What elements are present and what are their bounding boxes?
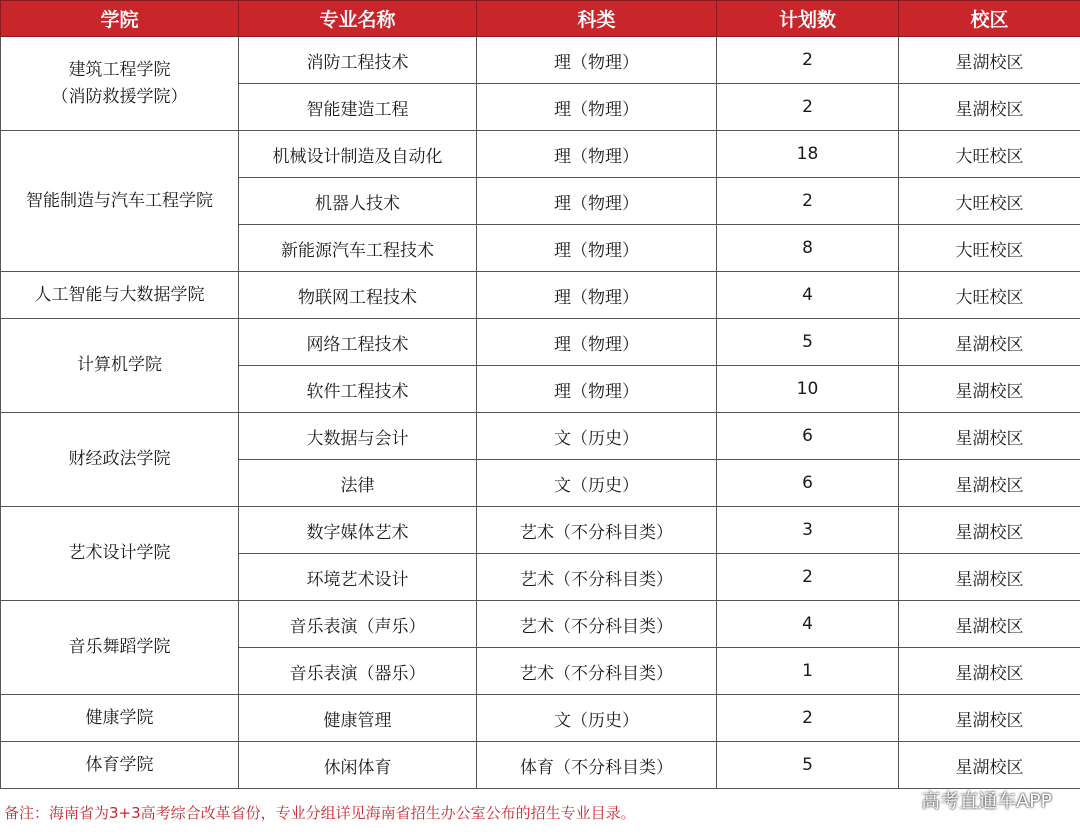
major-cell: 物联网工程技术: [239, 272, 477, 319]
campus-cell: 星湖校区: [899, 742, 1080, 789]
header-campus: 校区: [899, 1, 1080, 37]
campus-cell: 星湖校区: [899, 366, 1080, 413]
campus-cell: 星湖校区: [899, 460, 1080, 507]
header-plan: 计划数: [717, 1, 899, 37]
major-cell: 消防工程技术: [239, 37, 477, 84]
plan-count-cell: 2: [717, 178, 899, 225]
college-cell: 音乐舞蹈学院: [1, 601, 239, 695]
plan-count-cell: 6: [717, 413, 899, 460]
major-cell: 新能源汽车工程技术: [239, 225, 477, 272]
table-row: [1, 742, 1080, 789]
category-cell: 艺术（不分科目类）: [477, 507, 717, 554]
plan-count-cell: 2: [717, 84, 899, 131]
major-cell: 机械设计制造及自动化: [239, 131, 477, 178]
header-major: 专业名称: [239, 1, 477, 37]
major-cell: 网络工程技术: [239, 319, 477, 366]
campus-cell: 大旺校区: [899, 131, 1080, 178]
plan-count-cell: 2: [717, 37, 899, 84]
college-cell: 体育学院: [1, 742, 239, 789]
major-cell: 软件工程技术: [239, 366, 477, 413]
category-cell: 理（物理）: [477, 225, 717, 272]
major-cell: 大数据与会计: [239, 413, 477, 460]
campus-cell: 星湖校区: [899, 601, 1080, 648]
plan-count-cell: 2: [717, 554, 899, 601]
category-cell: 艺术（不分科目类）: [477, 648, 717, 695]
category-cell: 理（物理）: [477, 131, 717, 178]
category-cell: 艺术（不分科目类）: [477, 601, 717, 648]
table-row: [1, 131, 1080, 178]
major-cell: 音乐表演（声乐）: [239, 601, 477, 648]
category-cell: 艺术（不分科目类）: [477, 554, 717, 601]
campus-cell: 大旺校区: [899, 225, 1080, 272]
plan-count-cell: 1: [717, 648, 899, 695]
plan-count-cell: 4: [717, 601, 899, 648]
category-cell: 文（历史）: [477, 460, 717, 507]
plan-count-cell: 6: [717, 460, 899, 507]
plan-count-cell: 8: [717, 225, 899, 272]
header-category: 科类: [477, 1, 717, 37]
major-cell: 数字媒体艺术: [239, 507, 477, 554]
major-cell: 法律: [239, 460, 477, 507]
campus-cell: 大旺校区: [899, 178, 1080, 225]
table-body: [1, 37, 1080, 789]
campus-cell: 星湖校区: [899, 554, 1080, 601]
college-cell: 建筑工程学院 （消防救援学院）: [1, 37, 239, 131]
category-cell: 体育（不分科目类）: [477, 742, 717, 789]
category-cell: 理（物理）: [477, 84, 717, 131]
campus-cell: 星湖校区: [899, 507, 1080, 554]
category-cell: 理（物理）: [477, 319, 717, 366]
plan-count-cell: 4: [717, 272, 899, 319]
campus-cell: 大旺校区: [899, 272, 1080, 319]
major-cell: 休闲体育: [239, 742, 477, 789]
plan-count-cell: 10: [717, 366, 899, 413]
campus-cell: 星湖校区: [899, 648, 1080, 695]
campus-cell: 星湖校区: [899, 84, 1080, 131]
plan-count-cell: 2: [717, 695, 899, 742]
major-cell: 机器人技术: [239, 178, 477, 225]
plan-count-cell: 5: [717, 319, 899, 366]
plan-count-cell: 5: [717, 742, 899, 789]
plan-count-cell: 3: [717, 507, 899, 554]
watermark-text: 高考直通车APP: [921, 790, 1052, 812]
college-cell: 人工智能与大数据学院: [1, 272, 239, 319]
header-college: 学院: [1, 1, 239, 37]
college-cell: 计算机学院: [1, 319, 239, 413]
college-cell: 智能制造与汽车工程学院: [1, 131, 239, 272]
college-cell: 财经政法学院: [1, 413, 239, 507]
campus-cell: 星湖校区: [899, 37, 1080, 84]
major-cell: 健康管理: [239, 695, 477, 742]
category-cell: 理（物理）: [477, 37, 717, 84]
category-cell: 理（物理）: [477, 178, 717, 225]
table-row: [1, 37, 1080, 84]
table-row: [1, 272, 1080, 319]
plan-count-cell: 18: [717, 131, 899, 178]
category-cell: 理（物理）: [477, 272, 717, 319]
category-cell: 文（历史）: [477, 413, 717, 460]
major-cell: 环境艺术设计: [239, 554, 477, 601]
table-row: [1, 507, 1080, 554]
college-cell: 艺术设计学院: [1, 507, 239, 601]
major-cell: 音乐表演（器乐）: [239, 648, 477, 695]
table-row: [1, 601, 1080, 648]
college-cell: 健康学院: [1, 695, 239, 742]
campus-cell: 星湖校区: [899, 413, 1080, 460]
table-row: [1, 413, 1080, 460]
major-cell: 智能建造工程: [239, 84, 477, 131]
footnote: 备注：海南省为3+3高考综合改革省份，专业分组详见海南省招生办公室公布的招生专业目录。: [4, 804, 636, 822]
campus-cell: 星湖校区: [899, 319, 1080, 366]
table-row: [1, 695, 1080, 742]
category-cell: 理（物理）: [477, 366, 717, 413]
header-row: [1, 1, 1080, 37]
table-row: [1, 319, 1080, 366]
category-cell: 文（历史）: [477, 695, 717, 742]
campus-cell: 星湖校区: [899, 695, 1080, 742]
